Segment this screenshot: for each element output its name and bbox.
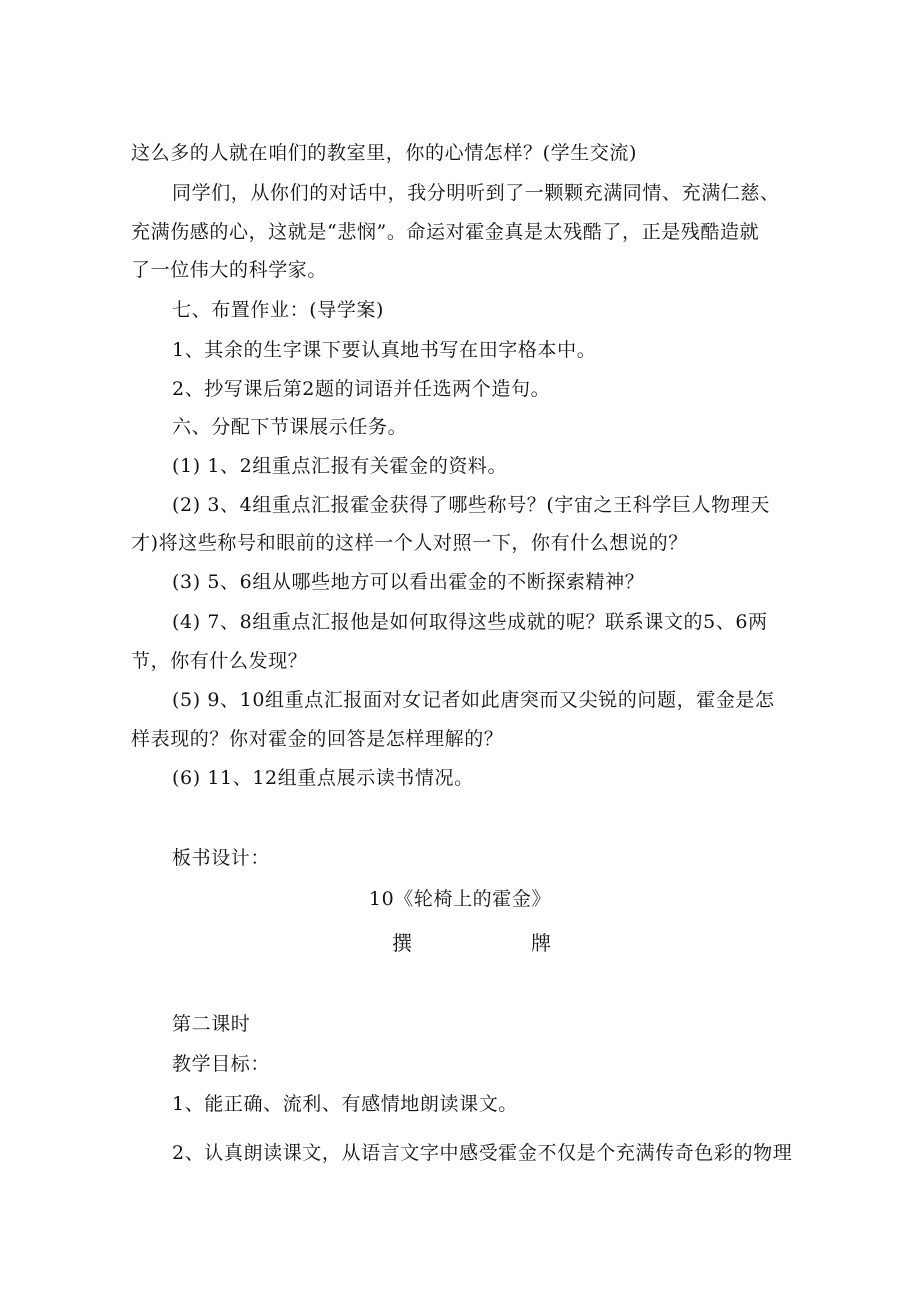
teaching-goal-1: 1、能正确、流利、有感情地朗读课文。	[172, 1093, 518, 1115]
paragraph-line-2: 同学们，从你们的对话中，我分明听到了一颗颗充满同情、充满仁慈、	[172, 182, 780, 204]
task-item-4: (4) 7、8组重点汇报他是如何取得这些成就的呢？联系课文的5、6两	[172, 611, 768, 633]
teaching-goal-2: 2、认真朗读课文，从语言文字中感受霍金不仅是个充满传奇色彩的物理	[172, 1142, 793, 1164]
homework-item-2: 2、抄写课后第2题的词语并任选两个造句。	[172, 378, 551, 400]
task-item-5-continued: 样表现的？你对霍金的回答是怎样理解的？	[131, 728, 504, 750]
homework-item-1: 1、其余的生字课下要认真地书写在田字格本中。	[172, 339, 597, 361]
task-item-2: (2) 3、4组重点汇报霍金获得了哪些称号？(宇宙之王科学巨人物理天	[172, 494, 770, 516]
task-item-6: (6) 11、12组重点展示读书情况。	[172, 767, 474, 789]
task-item-1: (1) 1、2组重点汇报有关霍金的资料。	[172, 455, 508, 477]
task-item-5: (5) 9、10组重点汇报面对女记者如此唐突而又尖锐的问题，霍金是怎	[172, 689, 775, 711]
task-item-4-continued: 节，你有什么发现？	[131, 650, 308, 672]
teaching-goals-heading: 教学目标：	[172, 1053, 271, 1075]
board-design-heading: 板书设计：	[172, 847, 271, 869]
section-heading-homework: 七、布置作业：(导学案)	[172, 299, 385, 321]
section-heading-tasks: 六、分配下节课展示任务。	[172, 416, 408, 438]
task-item-3: (3) 5、6组从哪些地方可以看出霍金的不断探索精神？	[172, 571, 645, 593]
paragraph-line-4: 了一位伟大的科学家。	[131, 259, 328, 281]
second-lesson-heading: 第二课时	[172, 1013, 251, 1035]
board-char-right: 牌	[531, 931, 551, 955]
task-item-2-continued: 才)将这些称号和眼前的这样一个人对照一下，你有什么想说的？	[131, 532, 688, 554]
paragraph-line-3: 充满伤感的心，这就是“悲悯”。命运对霍金真是太残酷了，正是残酷造就	[131, 221, 760, 243]
board-char-left: 撰	[392, 931, 412, 955]
board-title: 10《轮椅上的霍金》	[368, 888, 552, 910]
paragraph-line-1: 这么多的人就在咱们的教室里，你的心情怎样？(学生交流)	[131, 142, 638, 164]
